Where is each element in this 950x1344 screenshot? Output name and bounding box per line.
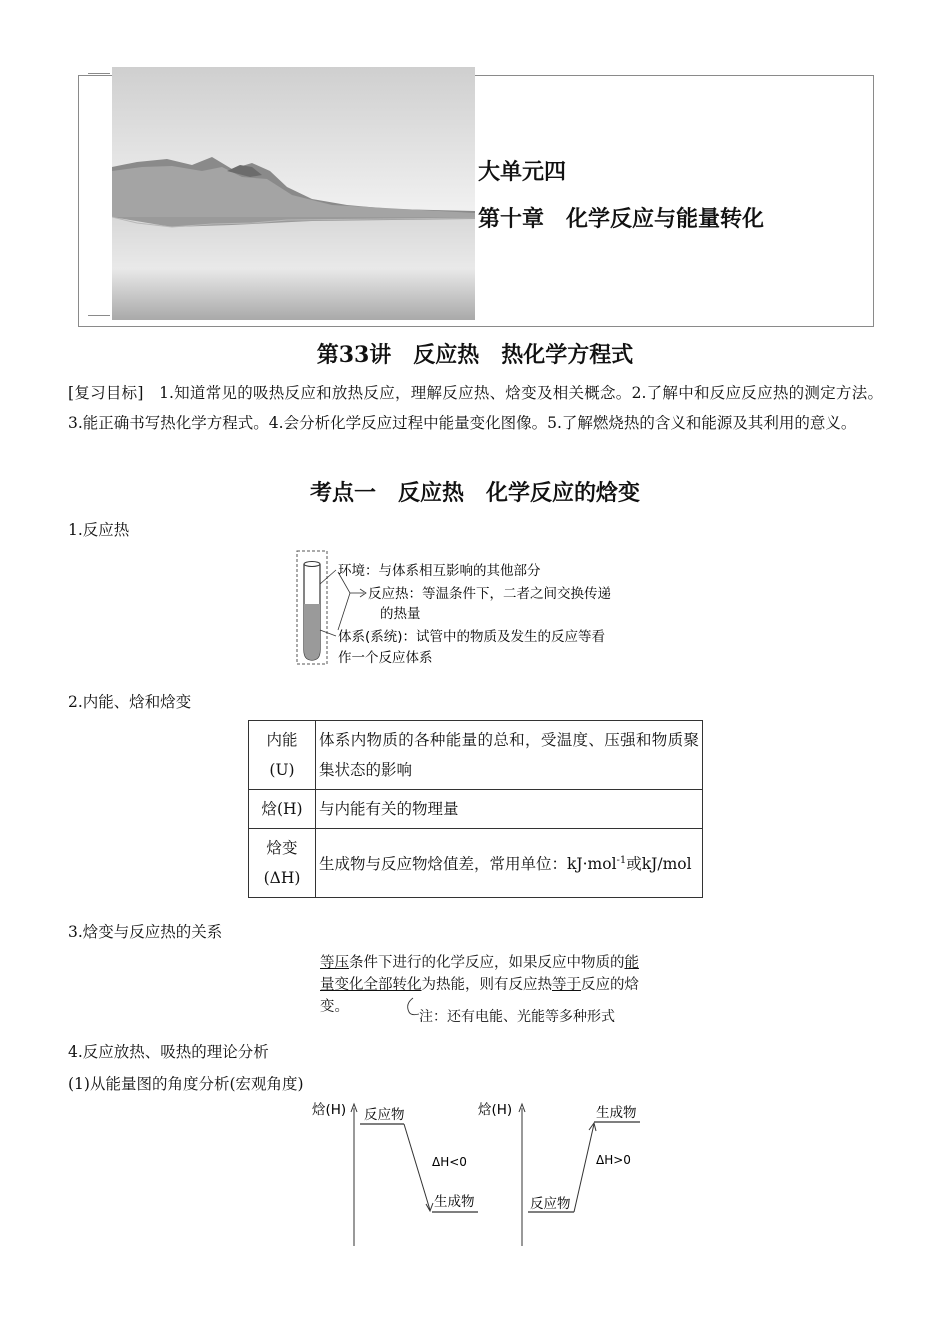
endothermic-energy-diagram bbox=[470, 1098, 660, 1250]
banner-accent-line bbox=[88, 73, 110, 74]
subsection-heading-4-1: (1)从能量图的角度分析(宏观角度) bbox=[68, 1075, 304, 1093]
section-heading-4: 4.反应放热、吸热的理论分析 bbox=[68, 1043, 269, 1061]
transition-line bbox=[574, 1124, 594, 1212]
lecture-title: 第33讲 反应热 热化学方程式 bbox=[316, 342, 634, 368]
table-term: 焓(H) bbox=[249, 790, 316, 829]
system-label-1: 体系(系统)：试管中的物质及发生的反应等看 bbox=[338, 629, 606, 645]
test-tube-diagram bbox=[290, 548, 670, 674]
table-term: 内能 (U) bbox=[249, 721, 316, 790]
env-label: 环境：与体系相互影响的其他部分 bbox=[338, 563, 541, 579]
table-row bbox=[249, 829, 703, 898]
lake-mountain-photo bbox=[112, 67, 475, 320]
section-heading-3: 3.焓变与反应热的关系 bbox=[68, 923, 223, 941]
topic-title: 考点一 反应热 化学反应的焓变 bbox=[309, 480, 640, 506]
table-definition: 与内能有关的物理量 bbox=[316, 790, 703, 829]
transition-line bbox=[404, 1124, 430, 1210]
unit-title: 大单元四 bbox=[478, 160, 567, 185]
review-goals bbox=[68, 378, 883, 438]
heat-label-2: 的热量 bbox=[380, 606, 421, 622]
delta-h-label: ΔH<0 bbox=[432, 1155, 467, 1169]
table-definition: 体系内物质的各种能量的总和，受温度、压强和物质聚集状态的影响 bbox=[316, 721, 703, 790]
delta-h-label: ΔH>0 bbox=[596, 1153, 631, 1167]
banner-accent-line bbox=[88, 315, 110, 316]
goals-text: 1.知道常见的吸热反应和放热反应，理解反应热、焓变及相关概念。2.了解中和反应反应热的测定方法。3.能正确书写热化学方程式。4.会分析化学反应过程中能量变化图像。5.了解燃烧热的含义和能源及其利用的意义。 bbox=[68, 384, 883, 432]
table-row bbox=[249, 721, 703, 790]
system-label-2: 作一个反应体系 bbox=[338, 650, 433, 666]
axis-label: 焓(H) bbox=[478, 1102, 513, 1118]
axis-label: 焓(H) bbox=[312, 1102, 347, 1118]
heat-label-1: 反应热：等温条件下，二者之间交换传递 bbox=[368, 586, 611, 602]
energy-definition-table bbox=[248, 720, 703, 898]
table-row bbox=[249, 790, 703, 829]
reactant-label: 反应物 bbox=[530, 1196, 571, 1212]
goals-label: [复习目标] bbox=[68, 384, 144, 402]
exothermic-energy-diagram bbox=[300, 1098, 490, 1250]
chapter-title: 第十章 化学反应与能量转化 bbox=[478, 207, 765, 232]
table-definition: 生成物与反应物焓值差，常用单位：kJ·mol$^{-1}$或kJ/mol bbox=[316, 829, 703, 898]
reactant-label: 反应物 bbox=[364, 1107, 405, 1123]
enthalpy-relation-note: 等压条件下进行的化学反应，如果反应中物质的能量变化全部转化为热能，则有反应热等于反应的焓变。 bbox=[320, 955, 639, 1015]
product-label: 生成物 bbox=[434, 1194, 475, 1210]
section-heading-2: 2.内能、焓和焓变 bbox=[68, 693, 192, 711]
section-heading-1: 1.反应热 bbox=[68, 521, 130, 539]
relation-footnote: 注：还有电能、光能等多种形式 bbox=[419, 1009, 615, 1025]
test-tube-liquid bbox=[304, 604, 320, 660]
product-label: 生成物 bbox=[596, 1105, 637, 1121]
table-term: 焓变 (ΔH) bbox=[249, 829, 316, 898]
